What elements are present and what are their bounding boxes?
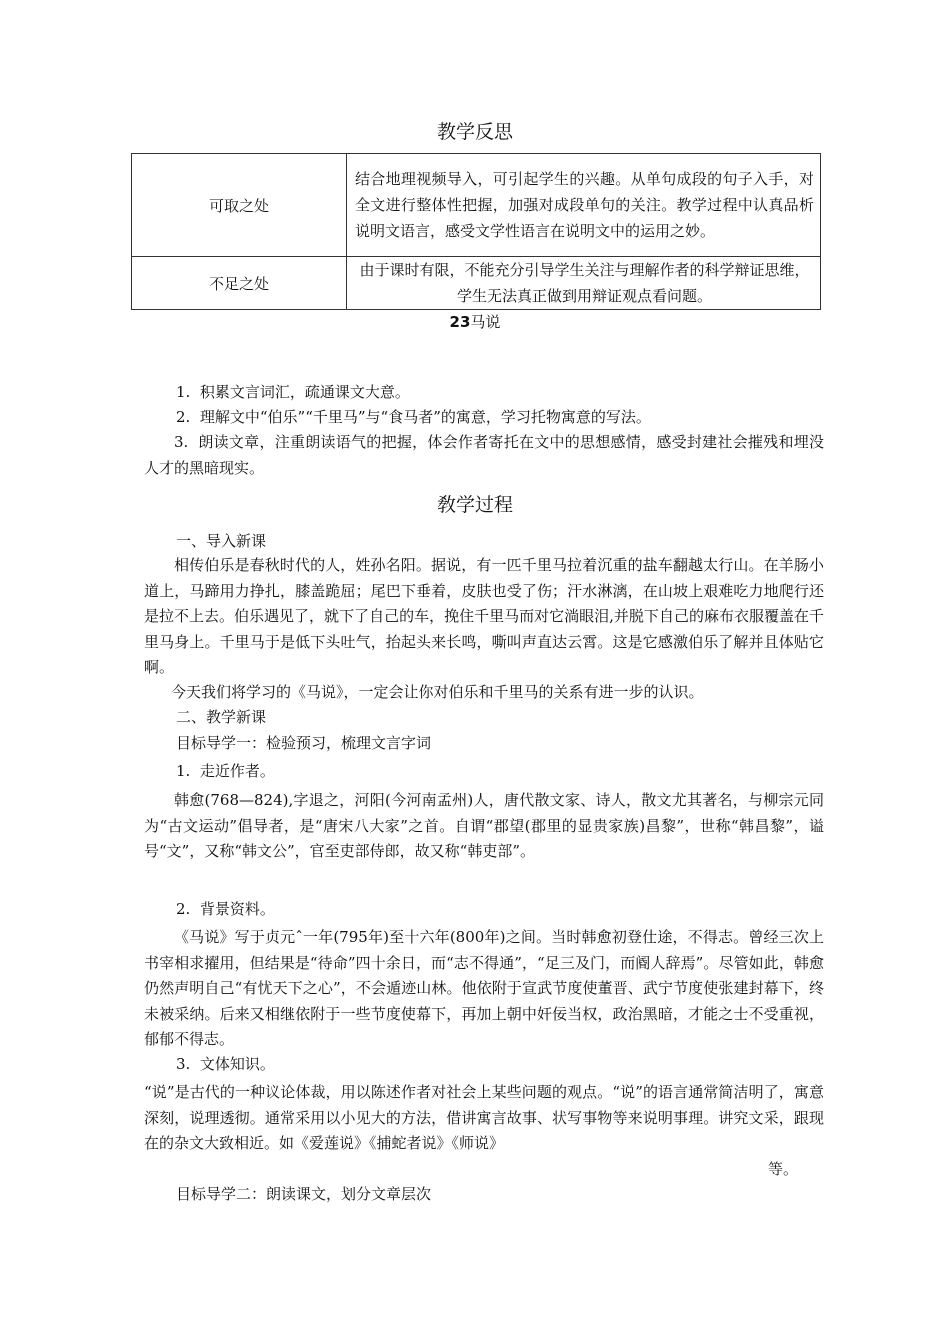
table-row [132, 154, 821, 257]
lesson-title [0, 311, 950, 332]
row-text: 结合地理视频导入，可引起学生的兴趣。从单句成段的句子入手，对全文进行整体性把握，加强对成段单句的关注。教学过程中认真品析说明文语言，感受文学性语言在说明文中的运用之妙。 [347, 154, 821, 257]
section-heading-new: 二、教学新课 [176, 708, 267, 726]
section-heading-intro: 一、导入新课 [176, 532, 267, 550]
item-author [176, 759, 275, 785]
goal-one: 目标导学一：检验预习，梳理文言字词 [176, 734, 432, 752]
item-number: 1. [176, 762, 191, 780]
author-paragraph: 韩愈(768—824),字退之，河阳(今河南孟州)人，唐代散文家、诗人，散文尤其著名，与柳宗元同为“古文运动”倡导者，是“唐宋八大家”之首。自谓“郡望(郡里的显贵家族)昌黎”，世称“韩昌黎”，谥号“文”，又称“韩文公”，官至吏部侍郎，故又称“韩吏部”。 [144, 791, 824, 860]
row-text: 由于课时有限，不能充分引导学生关注与理解作者的科学辩证思维，学生无法真正做到用辩证观点看问题。 [347, 257, 821, 310]
objective-item [176, 380, 410, 406]
item-background [176, 897, 275, 923]
background-paragraph: 《马说》写于贞元ˆ一年(795年)至十六年(800年)之间。当时韩愈初登仕途，不得志。曾经三次上书宰相求擢用，但结果是“待命”四十余日，而“志不得通”，“足三及门，而阍人辞焉”。尽管如此，韩愈仍然声明自己“有忧天下之心”，不会遁迹山林。他依附于宣武节度使董晋、武宁节度使张建封幕下，终未被采纳。后来又相继依附于一些节度使幕下，再加上朝中奸佞当权，政治黑暗，才能之士不受重视，郁郁不得志。 [144, 928, 824, 1048]
reflection-title: 教学反思 [436, 121, 513, 143]
goal-two: 目标导学二：朗读课文，划分文章层次 [176, 1185, 432, 1203]
objective-number: 1. [176, 383, 191, 401]
objective-item [176, 405, 651, 431]
item-title: 背景资料。 [199, 900, 275, 918]
item-number: 3. [176, 1055, 191, 1073]
genre-paragraph: “说”是古代的一种议论体裁，用以陈述作者对社会上某些问题的观点。“说”的语言通常简洁明了，寓意深刻，说理透彻。通常采用以小见大的方法，借讲寓言故事、状写事物等来说明事理。讲究文采，跟现在的杂文大致相近。如《爱莲说》《捕蛇者说》《师说》 [144, 1083, 824, 1152]
item-title: 文体知识。 [199, 1055, 275, 1073]
objective-text: 理解文中“伯乐”“千里马”与“食马者”的寓意，学习托物寓意的写法。 [199, 408, 651, 426]
lesson-name: 马说 [470, 313, 501, 331]
reflection-table [131, 153, 821, 310]
item-genre [176, 1052, 275, 1078]
objective-number: 2. [176, 408, 191, 426]
objective-text: 朗读文章，注重朗读语气的把握，体会作者寄托在文中的思想感情，感受封建社会摧残和埋没人才的黑暗现实。 [144, 433, 824, 477]
genre-paragraph-end: 等。 [767, 1160, 798, 1178]
objective-number: 3. [174, 433, 189, 451]
table-row [132, 257, 821, 310]
objective-item [144, 430, 824, 481]
intro-paragraph: 相传伯乐是春秋时代的人，姓孙名阳。据说，有一匹千里马拉着沉重的盐车翻越太行山。在羊肠小道上，马蹄用力挣扎，膝盖跪屈；尾巴下垂着，皮肤也受了伤；汗水淋漓，在山坡上艰难吃力地爬行还是拉不上去。伯乐遇见了，就下了自己的车，挽住千里马而对它淌眼泪,并脱下自己的麻布衣服覆盖在千里马身上。千里马于是低下头吐气，抬起头来长鸣，嘶叫声直达云霄。这是它感激伯乐了解并且体贴它啊。 [144, 556, 824, 676]
objective-text: 积累文言词汇，疏通课文大意。 [199, 383, 410, 401]
item-number: 2. [176, 900, 191, 918]
row-label: 可取之处 [132, 154, 347, 257]
item-title: 走近作者。 [199, 762, 275, 780]
process-title: 敎学过程 [436, 494, 513, 516]
intro-paragraph-2: 今天我们将学习的《马说》，一定会让你对伯乐和千里马的关系有进一步的认识。 [171, 683, 704, 701]
lesson-number: 23 [449, 313, 471, 331]
row-label: 不足之处 [132, 257, 347, 310]
